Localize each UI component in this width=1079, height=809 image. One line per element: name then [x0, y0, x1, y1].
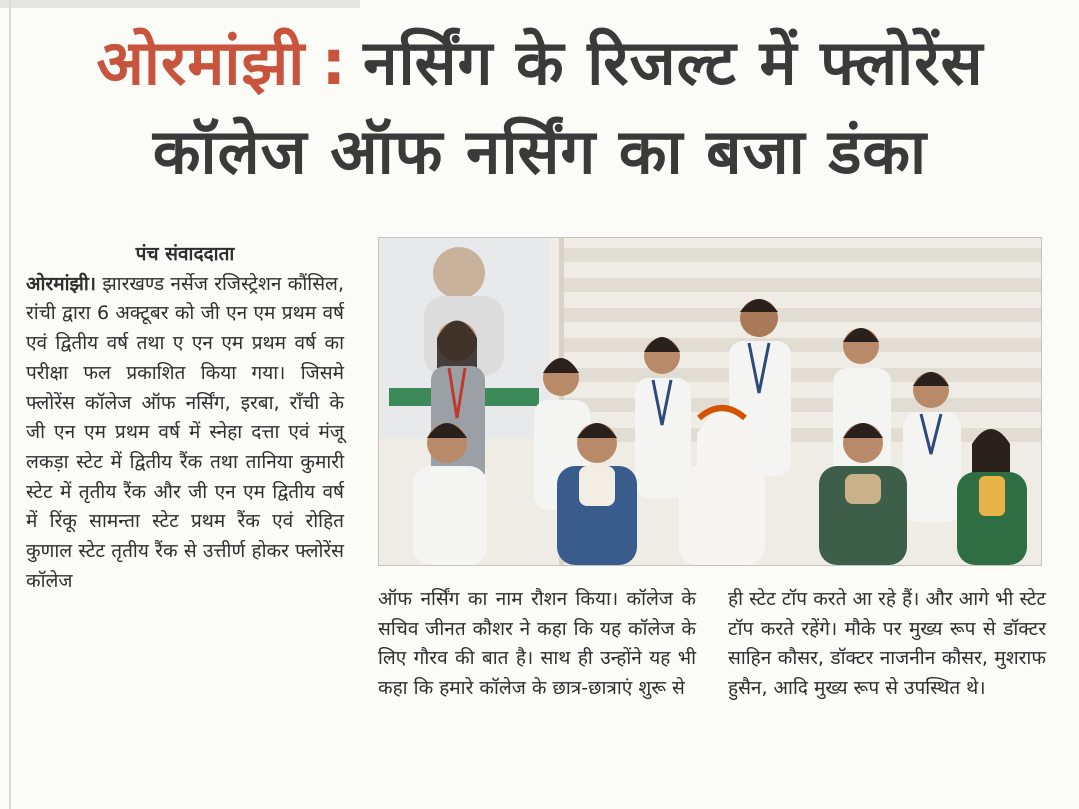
article-column-3 [728, 585, 1046, 704]
top-border [0, 0, 360, 8]
headline-line-1 [20, 20, 1060, 106]
article-column-3-text: ही स्टेट टॉप करते आ रहे हैं। और आगे भी स्टेट टॉप करते रहेंगे। मौके पर मुख्य रूप से डॉक्टर साहिन कौसर, डॉक्टर नाजनीन कौसर, मुशराफ हुसैन, आदि मुख्य रूप से उपस्थित थे। [728, 588, 1046, 700]
headline-location: ओरमांझी [96, 26, 306, 99]
headline-line-2: कॉलेज ऑफ नर्सिंग का बजा डंका [152, 115, 928, 188]
article-column-1 [26, 240, 344, 596]
article-column-2-text: ऑफ नर्सिंग का नाम रौशन किया। कॉलेज के सचिव जीनत कौशर ने कहा कि यह कॉलेज के लिए गौरव की बात है। साथ ही उन्होंने यह भी कहा कि हमारे कॉलेज के छात्र-छात्राएं शुरू से [378, 588, 696, 700]
group-photo-illustration [379, 238, 1041, 565]
group-photo [378, 237, 1042, 566]
left-column-rule [9, 0, 11, 809]
article-column-2 [378, 585, 696, 704]
article-column-1-text: झारखण्ड नर्सेज रजिस्ट्रेशन कौंसिल, रांची द्वारा 6 अक्टूबर को जी एन एम प्रथम वर्ष एवं द्वितीय वर्ष तथा ए एन एम प्रथम वर्ष का परीक्षा फल प्रकाशित किया गया। जिसमे फ्लोरेंस कॉलेज ऑफ नर्सिंग, इरबा, राँची के जी एन एम प्रथम वर्ष में स्नेहा दत्ता एवं मंजू लकड़ा स्टेट में द्वितीय रैंक तथा तानिया कुमारी स्टेट में तृतीय रैंक और जी एन एम द्वितीय वर्ष में रिंकू सामन्ता स्टेट प्रथम रैंक एवं रोहित कुणाल स्टेट तृतीय रैंक से उत्तीर्ण होकर फ्लोरेंस कॉलेज [26, 272, 344, 592]
byline: पंच संवाददाता [135, 243, 235, 265]
headline-separator: : [321, 26, 348, 99]
dateline: ओरमांझी। [26, 272, 96, 295]
headline [20, 20, 1060, 198]
headline-line-1-text: नर्सिंग के रिजल्ट में फ्लोरेंस [363, 26, 984, 99]
